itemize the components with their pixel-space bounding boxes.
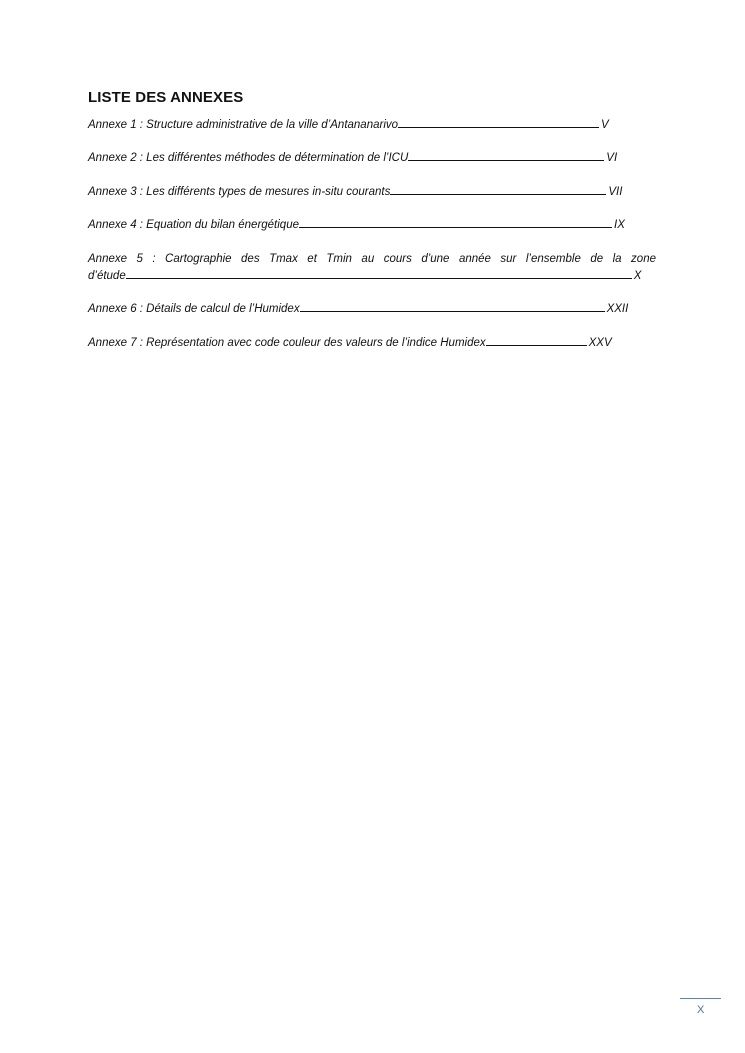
annex-entry-5-page: X (633, 270, 642, 282)
annex-entry-7-page: XXV (588, 337, 612, 349)
annex-entry-2[interactable] (88, 150, 656, 167)
dot-leader (390, 194, 606, 195)
dot-leader (486, 345, 587, 346)
annex-entry-2-label: Annexe 2 : Les différentes méthodes de détermination de l’ICU (88, 152, 409, 164)
annex-entry-4-page: IX (614, 219, 625, 231)
annex-entry-3-page: VII (608, 186, 623, 198)
page-title: LISTE DES ANNEXES (88, 89, 244, 106)
annex-entry-1-page: V (601, 119, 609, 131)
annex-entry-3[interactable] (88, 184, 656, 201)
dot-leader (398, 127, 599, 128)
annex-entry-6-label: Annexe 6 : Détails de calcul de l’Humidex (88, 303, 300, 315)
annex-entry-7[interactable] (88, 335, 656, 352)
dot-leader (300, 311, 605, 312)
annex-entry-1[interactable] (88, 117, 656, 134)
annex-entry-5-label-cont: d’étude (88, 270, 126, 282)
annex-entry-6-page: XXII (606, 303, 629, 315)
annex-entry-5-label: Annexe 5 : Cartographie des Tmax et Tmin au cours d’une année sur l’ensemble de la zone (88, 253, 656, 265)
annex-entry-2-page: VI (606, 152, 618, 164)
annex-entry-4-label: Annexe 4 : Equation du bilan énergétique (88, 219, 299, 231)
annex-entry-5[interactable] (88, 251, 656, 285)
annex-entry-3-label: Annexe 3 : Les différents types de mesures in-situ courants (88, 186, 391, 198)
annex-entry-6[interactable] (88, 301, 656, 318)
annex-entry-7-label: Annexe 7 : Représentation avec code couleur des valeurs de l’indice Humidex (88, 337, 486, 349)
annex-entry-1-label: Annexe 1 : Structure administrative de la ville d’Antananarivo (88, 119, 399, 131)
footer-divider (680, 998, 721, 999)
dot-leader (126, 278, 632, 279)
annex-entry-4[interactable] (88, 217, 656, 234)
dot-leader (408, 160, 604, 161)
page-number: X (697, 1004, 705, 1016)
dot-leader (299, 227, 612, 228)
